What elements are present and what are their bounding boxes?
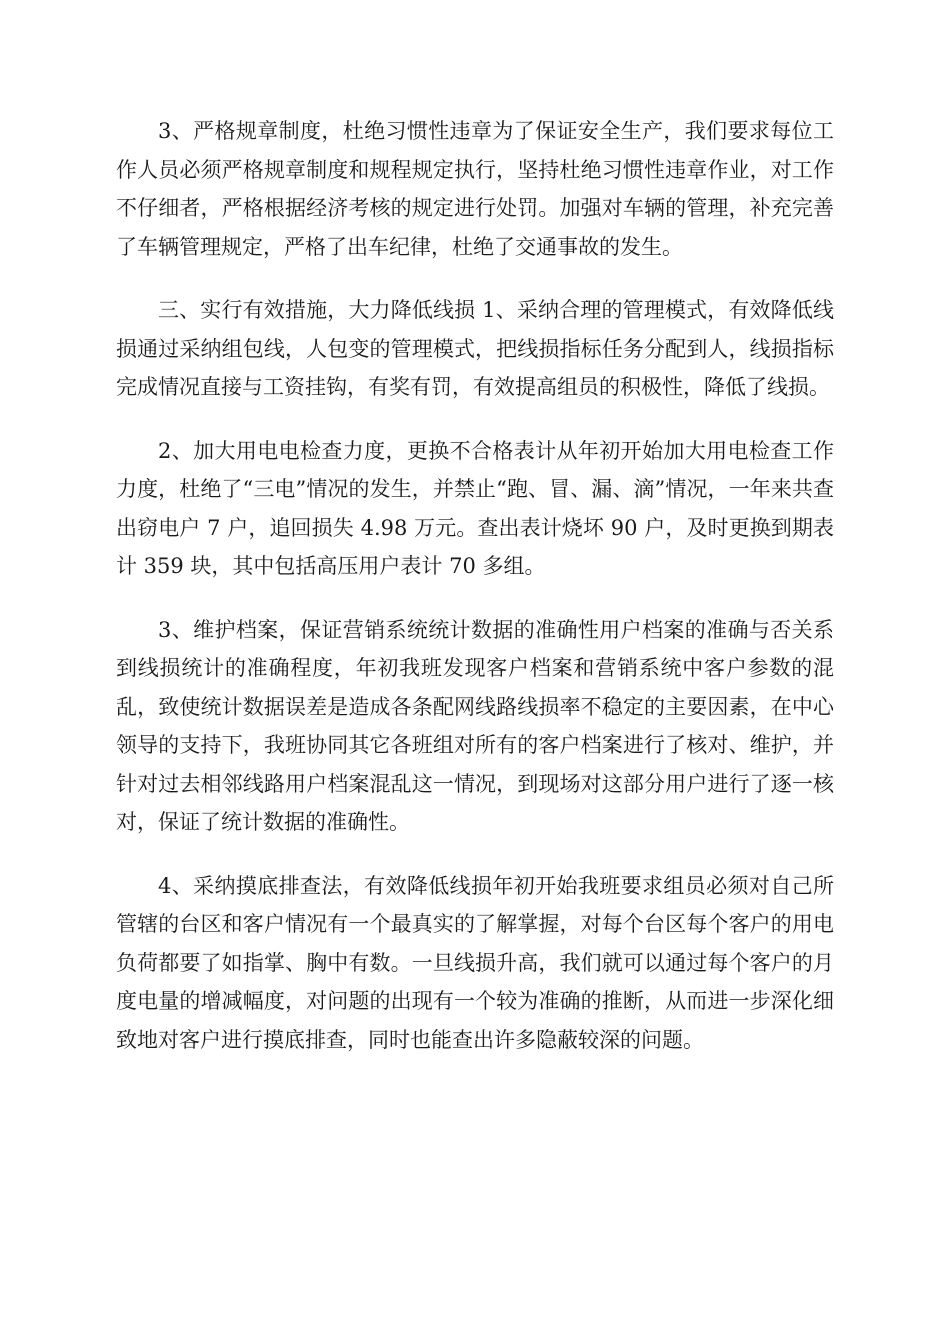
paragraph-reduce-line-loss: 三、实行有效措施，大力降低线损 1、采纳合理的管理模式，有效降低线损通过采纳组包线，人包变的管理模式，把线损指标任务分配到人，线损指标完成情况直接与工资挂钩，有奖有罚，有效提高组员的积极性，降低了线损。 [116,298,834,399]
paragraph-safety-rules: 3、严格规章制度，杜绝习惯性违章为了保证安全生产，我们要求每位工作人员必须严格规章制度和规程规定执行，坚持杜绝习惯性违章作业，对工作不仔细者，严格根据经济考核的规定进行处罚。加强对车辆的管理，补充完善了车辆管理规定，严格了出车纪律，杜绝了交通事故的发生。 [116,119,834,259]
paragraph-investigation-method: 4、采纳摸底排查法，有效降低线损年初开始我班要求组员必须对自己所管辖的台区和客户情况有一个最真实的了解掌握，对每个台区每个客户的用电负荷都要了如指掌、胸中有数。一旦线损升高，我们就可以通过每个客户的月度电量的增减幅度，对问题的出现有一个较为准确的推断，从而进一步深化细致地对客户进行摸底排查，同时也能查出许多隐蔽较深的问题。 [116,873,834,1052]
document-body [116,112,834,1084]
paragraph-electricity-inspection: 2、加大用电电检查力度，更换不合格表计从年初开始加大用电检查工作力度，杜绝了“三电”情况的发生，并禁止“跑、冒、漏、滴”情况，一年来共查出窃电户 7 户，追回损失 4.98 万元。查出表计烧坏 90 户，及时更换到期表计 359 块，其中包括高压用户表计 70 多组。 [116,438,834,578]
paragraph-archive-maintenance: 3、维护档案，保证营销系统统计数据的准确性用户档案的准确与否关系到线损统计的准确程度，年初我班发现客户档案和营销系统中客户参数的混乱，致使统计数据误差是造成各条配网线路线损率不稳定的主要因素，在中心领导的支持下，我班协同其它各班组对所有的客户档案进行了核对、维护，并针对过去相邻线路用户档案混乱这一情况，到现场对这部分用户进行了逐一核对，保证了统计数据的准确性。 [116,617,834,834]
